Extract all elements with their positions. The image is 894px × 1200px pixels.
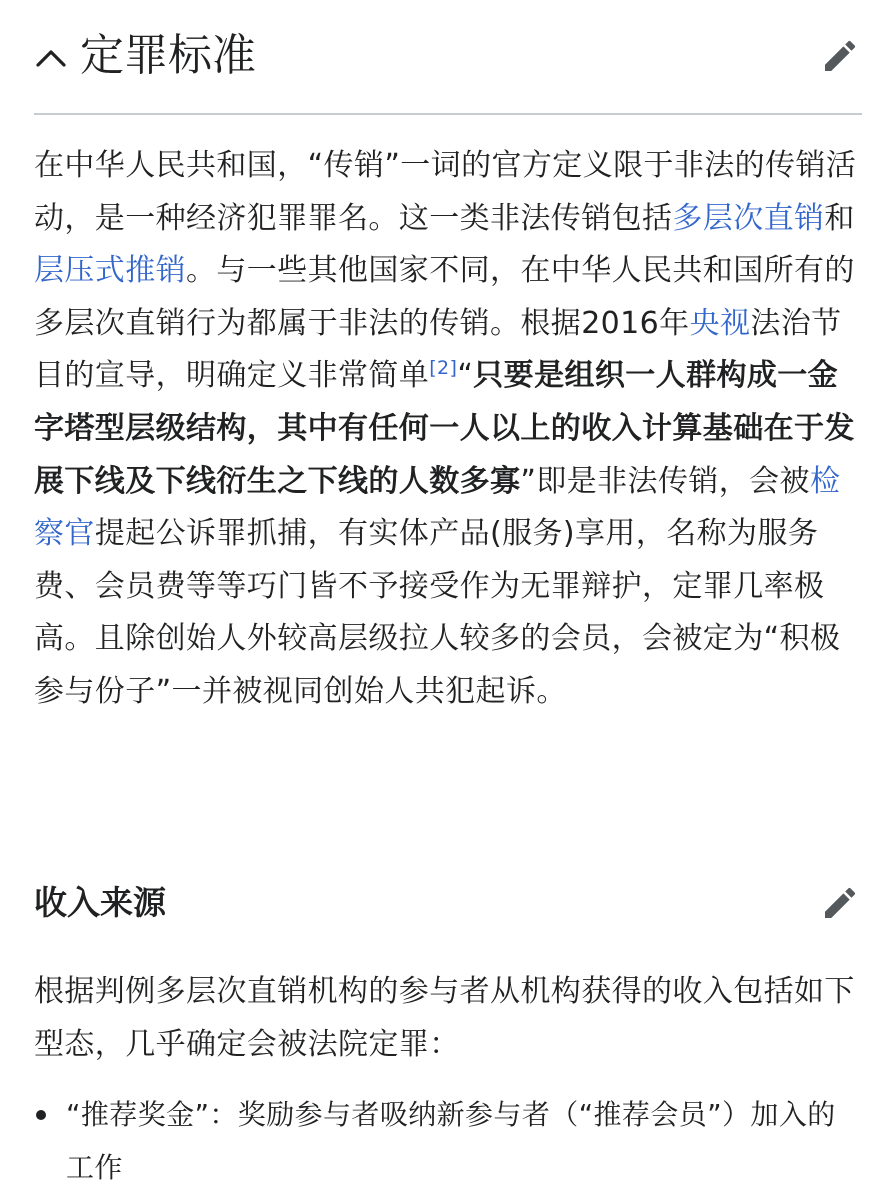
chevron-up-icon[interactable]: [34, 44, 68, 70]
link-prosecutor[interactable]: 检察官: [34, 463, 841, 552]
text-run: “: [457, 358, 474, 394]
text-run: 法治节目的宣导，明确定义非常简单: [34, 305, 842, 394]
bold-definition: 只要是组织一人群构成一金字塔型层级结构，其中有任何一人以上的收入计算基础在于发展下线及下线衍生之下线的人数多寡: [34, 358, 855, 499]
text-run: ”即是非法传销，会被: [520, 463, 810, 499]
text-run: 。与一些其他国家不同，在中华人民共和国所有的多层次直销行为都属于非法的传销。根据2016年: [34, 253, 855, 341]
section-title: 定罪标准: [80, 30, 256, 81]
pencil-icon[interactable]: [820, 883, 860, 923]
section-header: [34, 22, 862, 92]
pencil-icon[interactable]: [820, 36, 860, 76]
text-run: 在中华人民共和国，“传销”一词的官方定义限于非法的传销活动，是一种经济犯罪罪名。这一类非法传销包括: [34, 148, 857, 236]
reference-link[interactable]: [2]: [429, 357, 458, 380]
list-item-text: “推荐奖金”：奖励参与者吸纳新参与者（“推荐会员”）加入的工作: [66, 1098, 836, 1184]
bullet-icon: [36, 1110, 46, 1120]
link-pyramid-selling[interactable]: 层压式推销: [34, 253, 186, 289]
subsection-title: 收入来源: [34, 883, 166, 922]
text-run: 提起公诉罪抓捕，有实体产品(服务)享用，名称为服务费、会员费等等巧门皆不予接受作为无罪辩护，定罪几率极高。且除创始人外较高层级拉人较多的会员，会被定为“积极参与份子”一并被视同创始人共犯起诉。: [34, 516, 841, 709]
income-list: [34, 1088, 864, 1194]
body-paragraph-2: 根据判例多层次直销机构的参与者从机构获得的收入包括如下型态，几乎确定会被法院定罪：: [34, 974, 855, 1062]
link-multi-level-marketing[interactable]: 多层次直销: [672, 200, 825, 236]
section-divider: [34, 113, 862, 115]
list-item: [34, 1088, 864, 1194]
link-cctv[interactable]: 央视: [689, 305, 751, 341]
body-paragraph-1: [34, 140, 864, 719]
text-run: 和: [824, 200, 855, 236]
